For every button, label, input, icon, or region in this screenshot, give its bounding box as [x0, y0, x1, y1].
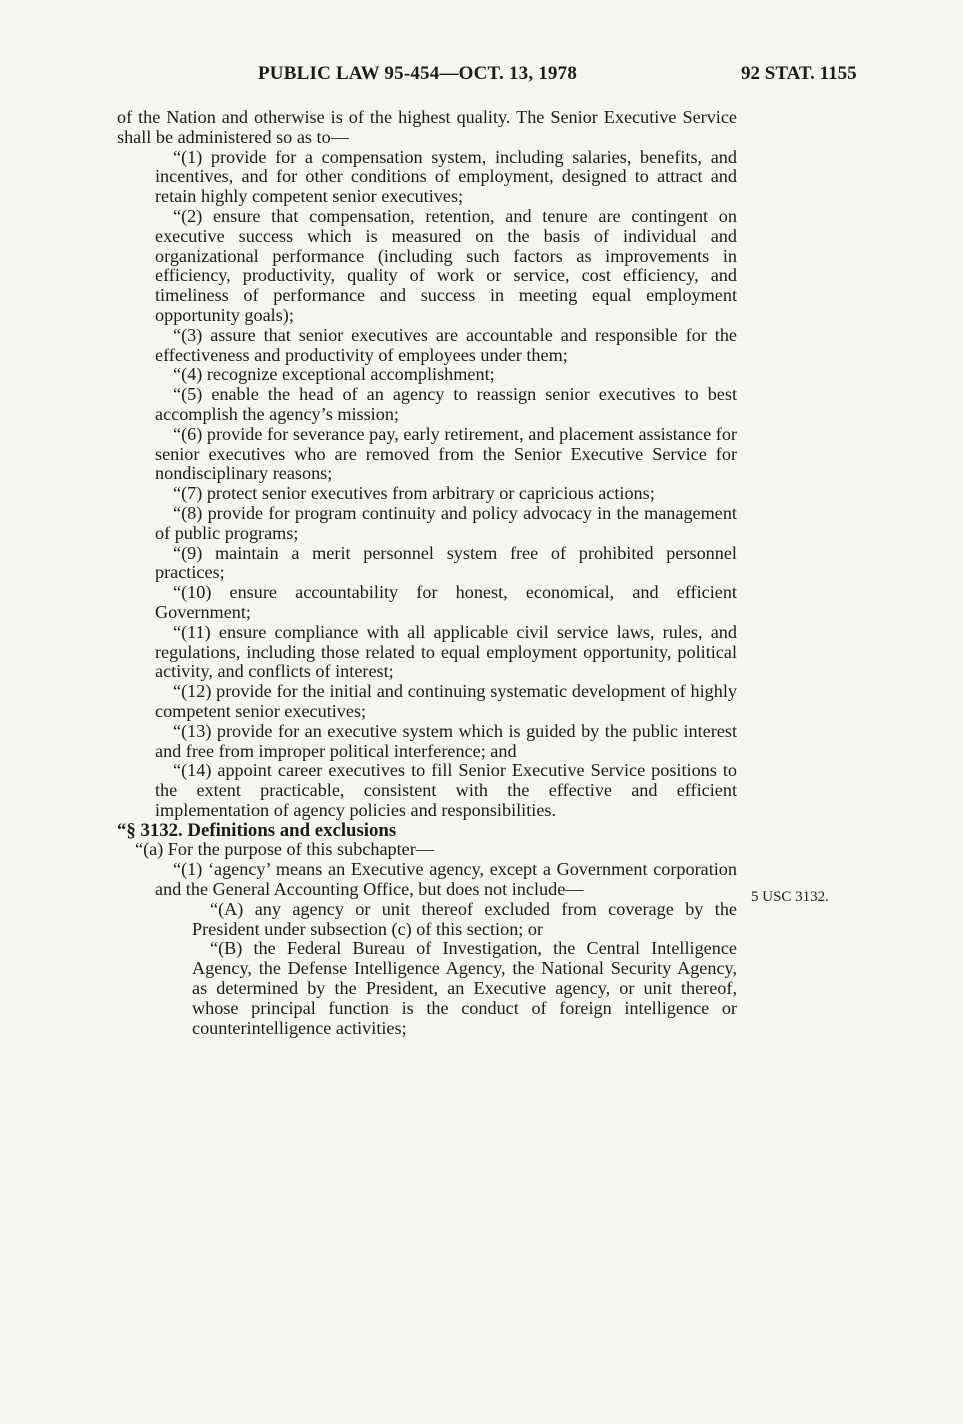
clause-1: “(1) provide for a compensation system, including salaries, benefits, and incentives, and for other conditions of employment, designed to attract and retain highly competent senior executives; [155, 146, 737, 207]
clause-2: “(2) ensure that compensation, retention, and tenure are contingent on executive success which is measured on the basis of individual and organizational performance (including such factors as improvements in efficiency, productivity, quality of work or service, cost efficiency, and timeliness of performance and success in meeting equal employment opportunity goals); [155, 205, 737, 325]
clause-5: “(5) enable the head of an agency to reassign senior executives to best accomplish the agency’s mission; [155, 384, 737, 424]
clause-8: “(8) provide for program continuity and policy advocacy in the management of public programs; [155, 502, 737, 543]
intro-paragraph: of the Nation and otherwise is of the highest quality. The Senior Executive Service shall be administered so as to— [117, 107, 737, 147]
clause-9: “(9) maintain a merit personnel system free of prohibited personnel practices; [155, 542, 737, 583]
clause-11: “(11) ensure compliance with all applicable civil service laws, rules, and regulations, including those related to equal employment opportunity, political activity, and conflicts of interest; [155, 621, 737, 682]
clause-10: “(10) ensure accountability for honest, economical, and efficient Government; [155, 582, 737, 622]
definition-1-A: “(A) any agency or unit thereof excluded from coverage by the President under subsection (c) of this section; or [192, 898, 737, 939]
definition-1: “(1) ‘agency’ means an Executive agency, except a Government corporation and the General Accounting Office, but does not include— [155, 859, 737, 900]
clause-3: “(3) assure that senior executives are accountable and responsible for the effectiveness and productivity of employees under them; [155, 324, 737, 365]
clause-12: “(12) provide for the initial and continuing systematic development of highly competent senior executives; [155, 681, 737, 721]
statute-page-number: 92 STAT. 1155 [741, 63, 857, 84]
body-text [117, 108, 737, 1038]
clause-4: “(4) recognize exceptional accomplishment; [173, 364, 495, 385]
clause-14: “(14) appoint career executives to fill Senior Executive Service positions to the extent practicable, consistent with the effective and efficient implementation of agency policies and responsibilities. [155, 760, 737, 820]
clause-6: “(6) provide for severance pay, early retirement, and placement assistance for senior executives who are removed from the Senior Executive Service for nondisciplinary reasons; [155, 423, 737, 484]
definition-1-B: “(B) the Federal Bureau of Investigation, the Central Intelligence Agency, the Defense Intelligence Agency, the National Security Agency, as determined by the President, an Executive agency, or unit thereof, whose principal function is the conduct of foreign intelligence or counterintelligence activities; [192, 938, 737, 1038]
clause-13: “(13) provide for an executive system which is guided by the public interest and free from improper political interference; and [155, 720, 737, 761]
section-heading: “§ 3132. Definitions and exclusions [117, 819, 397, 841]
margin-note-usc: 5 USC 3132. [751, 889, 829, 905]
subsection-a: “(a) For the purpose of this subchapter— [135, 839, 435, 860]
running-header-title: PUBLIC LAW 95-454—OCT. 13, 1978 [258, 63, 578, 84]
clause-7: “(7) protect senior executives from arbitrary or capricious actions; [173, 483, 655, 504]
